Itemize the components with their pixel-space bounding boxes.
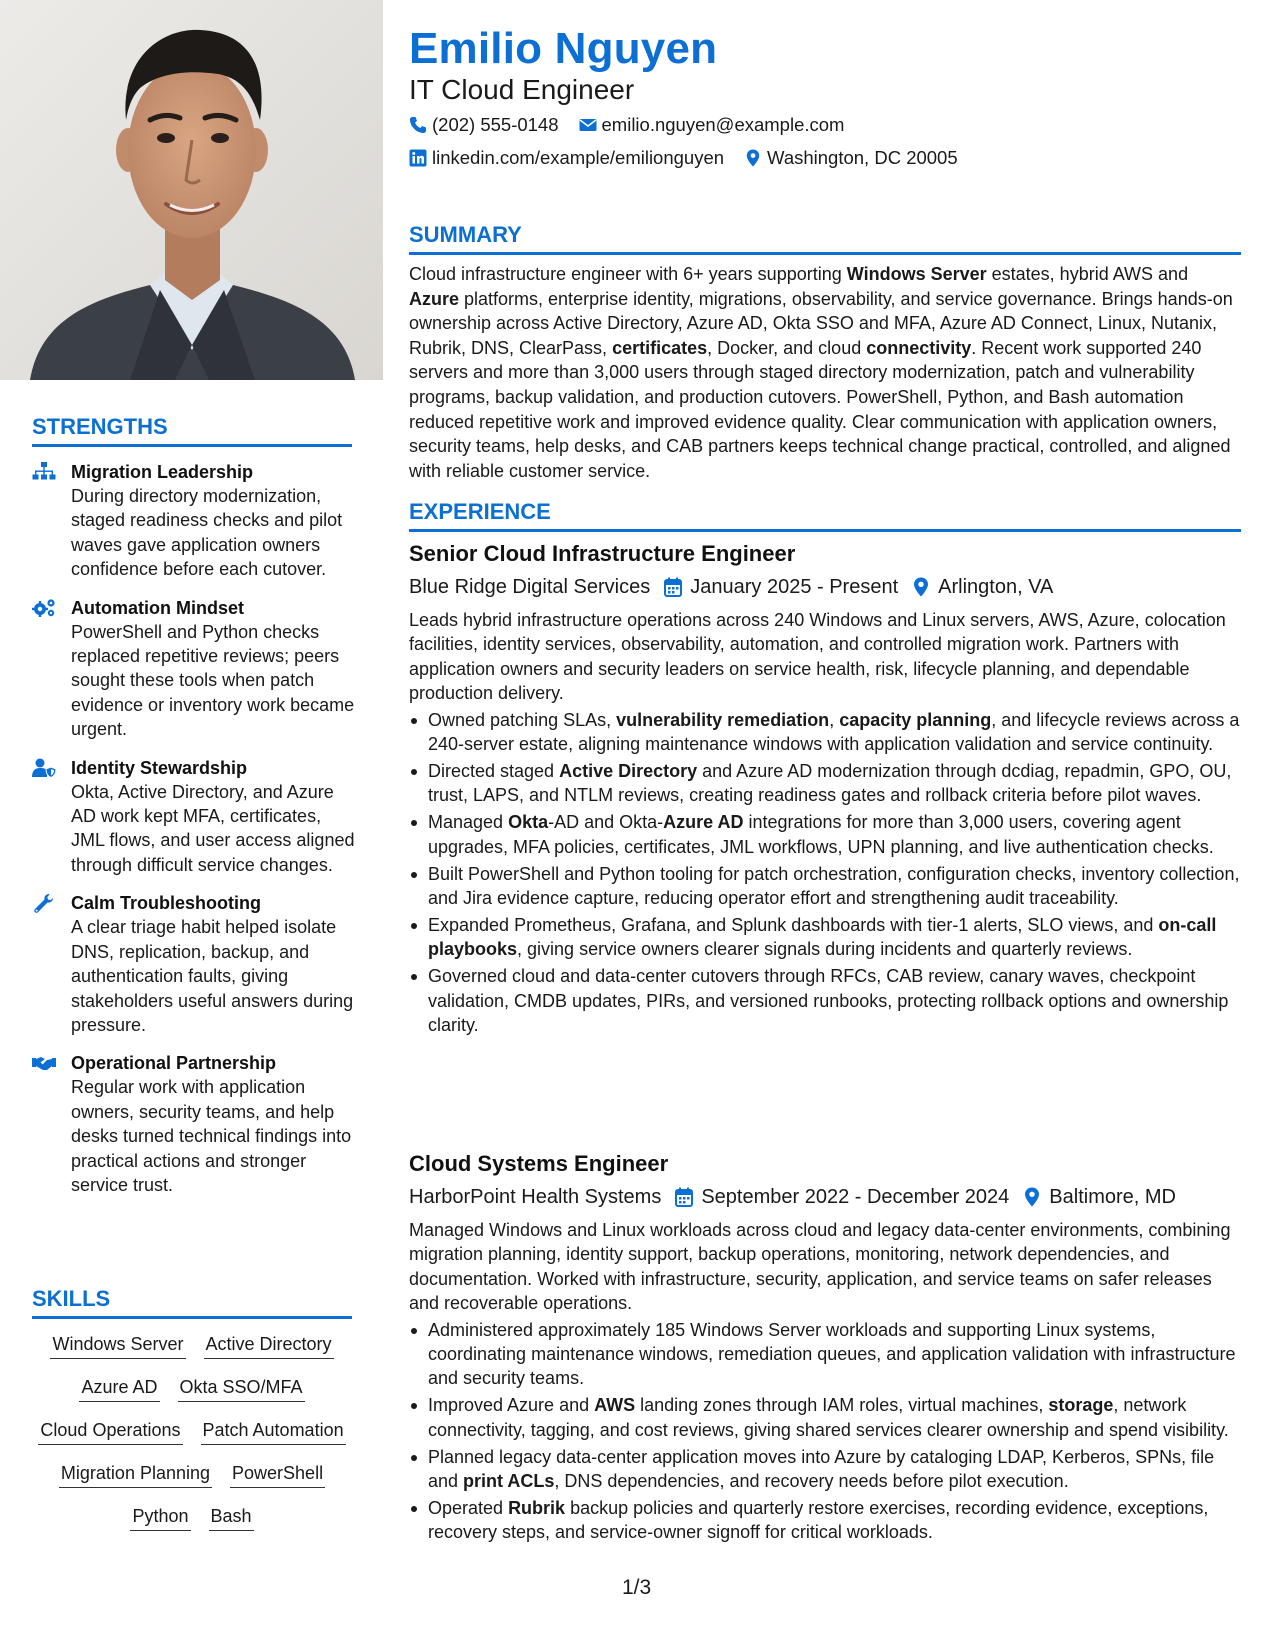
job-description: Managed Windows and Linux workloads across cloud and legacy data-center environments, combining migration planning, identity support, backup operations, monitoring, network dependencies, and documentation. Worked with infrastructure, security, application, and service teams on safer releases and recoverable operations. (409, 1220, 1231, 1314)
strength-title: Identity Stewardship (71, 757, 248, 778)
skill-tag: Migration Planning (59, 1459, 212, 1488)
job-bullet: Governed cloud and data-center cutovers through RFCs, CAB review, canary waves, checkpoint validation, CMDB updates, PIRs, and versioned runbooks, protecting rollback options and ownership clarity. (409, 964, 1241, 1037)
job-title: Senior Cloud Infrastructure Engineer (409, 541, 796, 566)
job-bullet: Expanded Prometheus, Grafana, and Splunk dashboards with tier-1 alerts, SLO views, and on-call playbooks, giving service owners clearer signals during incidents and quarterly reviews. (409, 913, 1241, 962)
job-bullets (409, 708, 1241, 1038)
linkedin-contact[interactable] (409, 147, 724, 169)
skill-tag: PowerShell (230, 1459, 325, 1488)
strength-description: A clear triage habit helped isolate DNS, replication, backup, and authentication faults, giving stakeholders useful answers during pressure. (71, 917, 354, 1035)
skills-heading: SKILLS (32, 1286, 352, 1319)
strength-item (32, 756, 357, 878)
skill-tag: Python (130, 1502, 190, 1531)
strength-item (32, 596, 357, 742)
candidate-title: IT Cloud Engineer (409, 74, 635, 105)
job-company: Blue Ridge Digital Services (409, 576, 651, 598)
job-dates: September 2022 - December 2024 (701, 1186, 1010, 1208)
linkedin-icon (409, 149, 427, 167)
strength-title: Calm Troubleshooting (71, 893, 262, 914)
strength-description: Regular work with application owners, security teams, and help desks turned technical findings into practical actions and stronger service trust. (71, 1077, 352, 1195)
job-meta (409, 574, 1241, 600)
email-address: emilio.nguyen@example.com (601, 114, 845, 135)
strength-item (32, 891, 357, 1037)
job-dates: January 2025 - Present (690, 576, 899, 598)
map-pin-icon (1023, 1187, 1041, 1207)
strength-description: PowerShell and Python checks replaced repetitive reviews; peers sought these tools when patch evidence or inventory work became urgent. (71, 621, 355, 740)
strength-description: Okta, Active Directory, and Azure AD work kept MFA, certificates, JML flows, and user access aligned through difficult service changes. (71, 781, 355, 875)
phone-number: (202) 555-0148 (432, 114, 559, 135)
sidebar (0, 0, 383, 1650)
map-pin-icon (744, 149, 762, 167)
sitemap-icon (32, 462, 56, 482)
job-bullets (409, 1318, 1241, 1545)
job-bullet: Administered approximately 185 Windows Server workloads and supporting Linux systems, coordinating maintenance windows, remediation queues, and application validation with infrastructure and security teams. (409, 1318, 1241, 1391)
linkedin-url: linkedin.com/example/emilionguyen (432, 147, 725, 168)
strength-title: Operational Partnership (71, 1053, 277, 1074)
profile-photo (0, 0, 383, 380)
job-description: Leads hybrid infrastructure operations across 240 Windows and Linux servers, AWS, Azure, colocation facilities, identity services, observability, automation, and controlled migration work. Partners with application owners and security leaders on service health, risk, lifecycle planning, and dependable production delivery. (409, 610, 1226, 704)
handshake-icon (32, 1053, 56, 1073)
strength-item (32, 1051, 357, 1197)
calendar-icon (675, 1187, 693, 1207)
job-entry (409, 540, 1241, 1040)
job-title: Cloud Systems Engineer (409, 1151, 669, 1176)
page-number: 1/3 (622, 1576, 652, 1599)
job-location: Baltimore, MD (1049, 1186, 1176, 1208)
calendar-icon (664, 577, 682, 597)
user-shield-icon (32, 758, 56, 778)
map-pin-icon (912, 577, 930, 597)
job-bullet: Owned patching SLAs, vulnerability remediation, capacity planning, and lifecycle reviews across a 240-server estate, aligning maintenance windows with application validation and service continuity. (409, 708, 1241, 757)
cogs-icon (32, 598, 56, 618)
strengths-list (32, 460, 357, 1211)
candidate-name: Emilio Nguyen (409, 24, 718, 73)
strength-description: During directory modernization, staged readiness checks and pilot waves gave application owners confidence before each cutover. (71, 486, 343, 580)
skill-tag: Active Directory (204, 1330, 334, 1359)
contact-row (409, 147, 978, 169)
phone-icon (409, 116, 427, 134)
contact-row (409, 114, 864, 136)
envelope-icon (579, 116, 597, 134)
strength-title: Automation Mindset (71, 597, 244, 618)
summary-text: Cloud infrastructure engineer with 6+ years supporting Windows Server estates, hybrid AWS and Azure platforms, enterprise identity, migrations, observability, and service governance. Brings hands-on ownership across Active Directory, Azure AD, Okta SSO and MFA, Azure AD Connect, Linux, Nutanix, Rubrik, DNS, ClearPass, certificates, Docker, and cloud connectivity. Recent work supported 240 servers and more than 3,000 users through staged directory modernization, patch and vulnerability programs, backup validation, and production cutovers. PowerShell, Python, and Bash automation reduced repetitive work and improved evidence quality. Clear communication with application owners, security teams, help desks, and CAB partners keeps technical change practical, controlled, and aligned with reliable customer service. (409, 264, 1233, 481)
job-bullet: Improved Azure and AWS landing zones through IAM roles, virtual machines, storage, network connectivity, tagging, and cost reviews, giving shared services clearer ownership and spend visibility. (409, 1393, 1241, 1442)
job-bullet: Planned legacy data-center application moves into Azure by cataloging LDAP, Kerberos, SPNs, file and print ACLs, DNS dependencies, and recovery needs before pilot execution. (409, 1445, 1241, 1494)
job-meta (409, 1184, 1241, 1210)
skill-tag: Patch Automation (201, 1416, 346, 1445)
job-location: Arlington, VA (938, 576, 1054, 598)
skills-list (32, 1330, 352, 1531)
phone-contact[interactable] (409, 114, 559, 136)
skill-tag: Bash (209, 1502, 254, 1531)
skill-tag: Windows Server (50, 1330, 185, 1359)
job-entry (409, 1150, 1241, 1547)
job-bullet: Built PowerShell and Python tooling for patch orchestration, configuration checks, inventory collection, and Jira evidence capture, reducing operator effort and strengthening audit traceability. (409, 862, 1241, 911)
job-company: HarborPoint Health Systems (409, 1186, 662, 1208)
job-bullet: Operated Rubrik backup policies and quarterly restore exercises, recording evidence, exceptions, recovery steps, and service-owner signoff for critical workloads. (409, 1496, 1241, 1545)
skill-tag: Okta SSO/MFA (178, 1373, 305, 1402)
strengths-heading: STRENGTHS (32, 414, 352, 447)
skill-tag: Cloud Operations (38, 1416, 182, 1445)
strength-item (32, 460, 357, 582)
skill-tag: Azure AD (79, 1373, 159, 1402)
experience-heading: EXPERIENCE (409, 499, 1241, 532)
summary-heading: SUMMARY (409, 222, 1241, 255)
email-contact[interactable] (579, 114, 845, 136)
wrench-icon (32, 893, 56, 913)
location-text: Washington, DC 20005 (767, 147, 958, 168)
job-bullet: Directed staged Active Directory and Azure AD modernization through dcdiag, repadmin, GPO, OU, trust, LAPS, and NTLM reviews, creating readiness gates and rollback criteria before pilot waves. (409, 759, 1241, 808)
job-bullet: Managed Okta-AD and Okta-Azure AD integrations for more than 3,000 users, covering agent upgrades, MFA policies, certificates, JML workflows, UPN planning, and live authentication checks. (409, 810, 1241, 859)
location-contact (744, 147, 958, 169)
strength-title: Migration Leadership (71, 462, 254, 482)
